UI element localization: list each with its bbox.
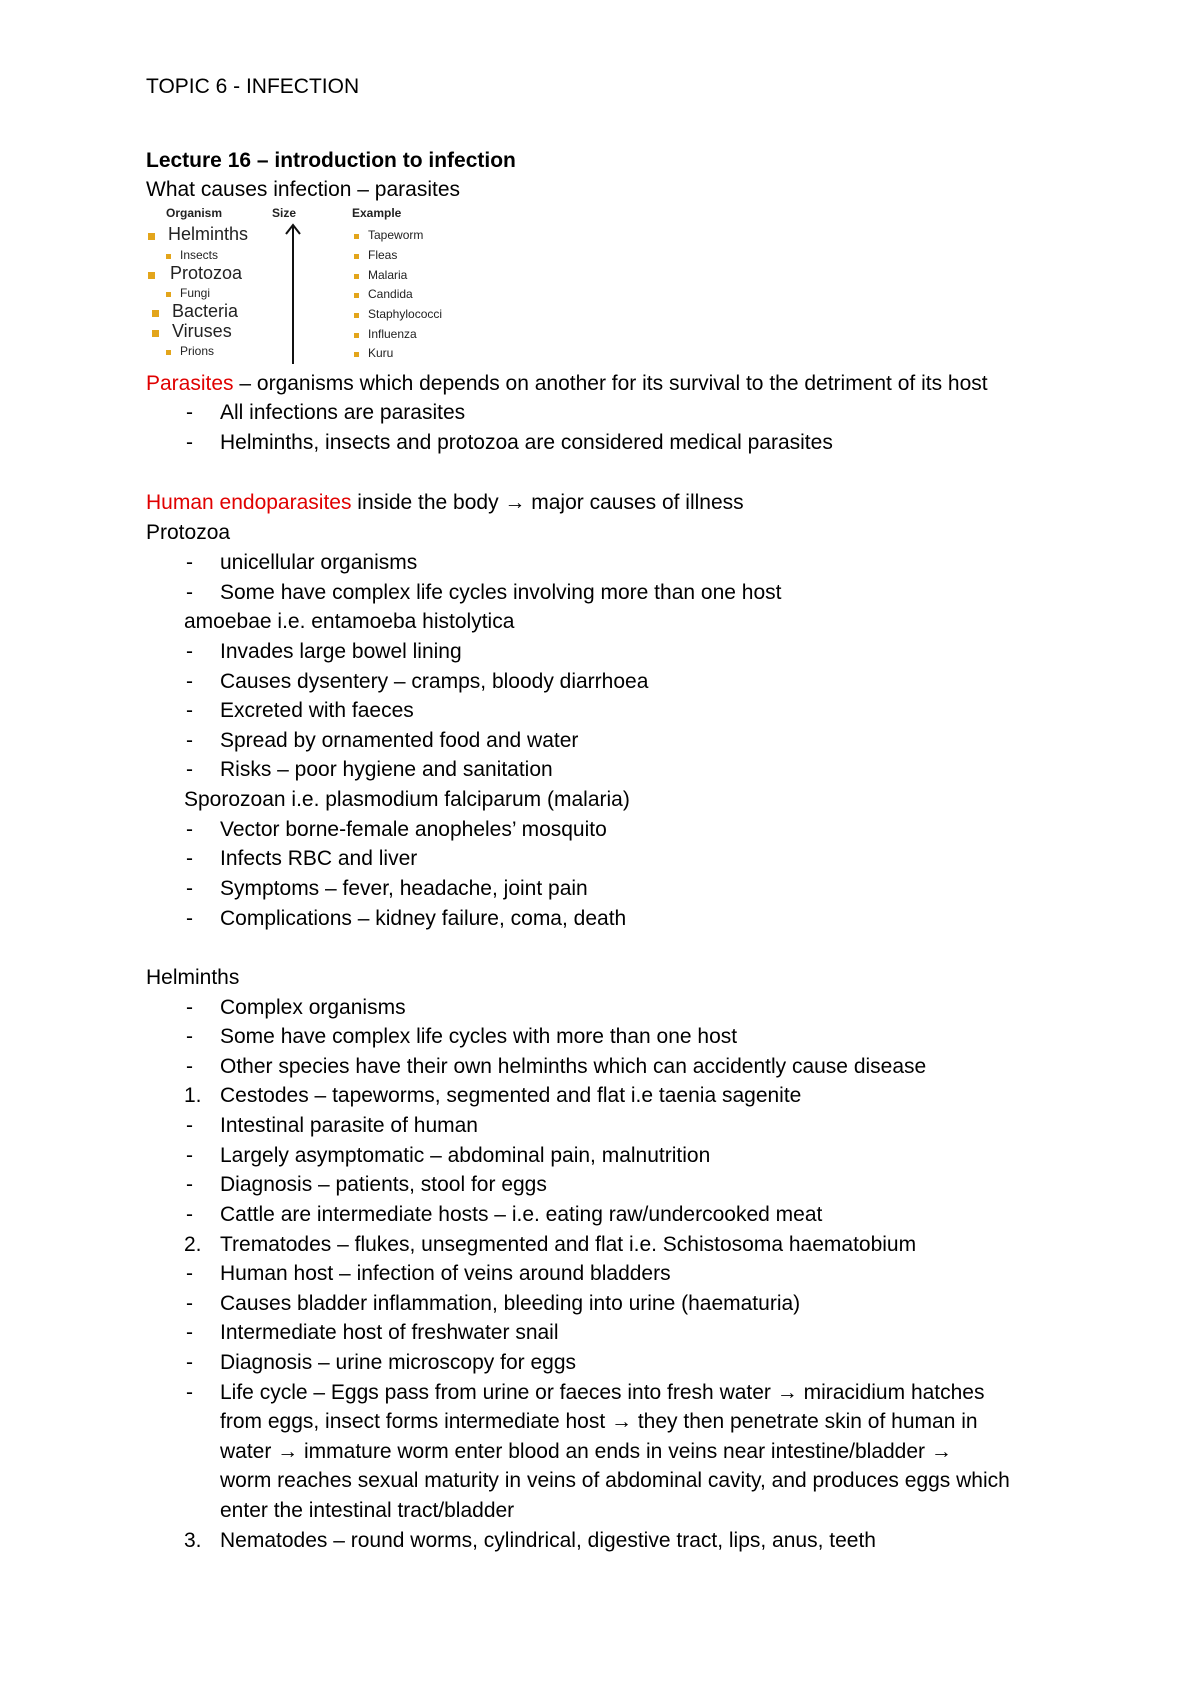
list-number: 1. [184, 1084, 202, 1107]
dash: - [186, 1321, 193, 1344]
dash: - [186, 670, 193, 693]
dash: - [186, 1203, 193, 1226]
bullet-square [354, 274, 359, 279]
endoparasites-rest: inside the body → major causes of illness [351, 491, 744, 514]
bullet-square [166, 292, 171, 297]
trematode-point: Human host – infection of veins around bladders [220, 1262, 671, 1285]
trematode-point: Intermediate host of freshwater snail [220, 1321, 559, 1344]
example-item: Malaria [368, 268, 408, 282]
amoebae-point: Invades large bowel lining [220, 640, 462, 663]
amoebae-point: Spread by ornamented food and water [220, 729, 579, 752]
trematodes-heading: Trematodes – flukes, unsegmented and flat i.e. Schistosoma haematobium [220, 1233, 917, 1256]
figure-header-organism: Organism [166, 206, 223, 220]
dash: - [186, 907, 193, 930]
endoparasites-term: Human endoparasites [146, 491, 352, 514]
dash: - [186, 640, 193, 663]
topic-title: TOPIC 6 - INFECTION [146, 75, 360, 98]
helminth-point: Some have complex life cycles with more than one host [220, 1025, 738, 1048]
list-number: 2. [184, 1233, 202, 1256]
dash: - [186, 818, 193, 841]
parasites-definition [146, 369, 988, 399]
parasites-term: Parasites [146, 372, 234, 395]
endoparasites-line [146, 488, 744, 518]
example-item: Tapeworm [368, 228, 424, 242]
parasites-def: – organisms which depends on another for its survival to the detriment of its host [233, 372, 988, 395]
dash: - [186, 1025, 193, 1048]
organism-item: Protozoa [170, 263, 243, 283]
organism-size-figure [146, 204, 466, 364]
cestode-point: Cattle are intermediate hosts – i.e. eating raw/undercooked meat [220, 1203, 823, 1226]
dash: - [186, 581, 193, 604]
bullet-square [148, 233, 155, 240]
organism-item: Fungi [180, 286, 211, 300]
example-item: Influenza [368, 327, 417, 341]
helminth-point: Complex organisms [220, 996, 406, 1019]
organism-item: Viruses [172, 321, 232, 341]
example-item: Fleas [368, 248, 398, 262]
list-number: 3. [184, 1529, 202, 1552]
lifecycle-line: water → immature worm enter blood an ends in veins near intestine/bladder → [220, 1440, 952, 1463]
bullet-square [148, 272, 155, 279]
dash: - [186, 1292, 193, 1315]
cestodes-heading: Cestodes – tapeworms, segmented and flat i.e taenia sagenite [220, 1084, 802, 1107]
dash: - [186, 1055, 193, 1078]
example-item: Staphylococci [368, 307, 443, 321]
dash: - [186, 551, 193, 574]
dash: - [186, 1114, 193, 1137]
dash: - [186, 1262, 193, 1285]
lecture-heading: Lecture 16 – introduction to infection [146, 149, 516, 172]
protozoa-point: unicellular organisms [220, 551, 418, 574]
parasite-point: All infections are parasites [220, 401, 466, 424]
cestode-point: Largely asymptomatic – abdominal pain, malnutrition [220, 1144, 711, 1167]
sporozoan-point: Infects RBC and liver [220, 847, 418, 870]
lifecycle-line: Life cycle – Eggs pass from urine or faeces into fresh water → miracidium hatches [220, 1381, 985, 1404]
bullet-square [354, 254, 359, 259]
organism-item: Helminths [168, 224, 249, 244]
dash: - [186, 431, 193, 454]
amoebae-heading: amoebae i.e. entamoeba histolytica [184, 610, 515, 633]
parasite-point: Helminths, insects and protozoa are considered medical parasites [220, 431, 833, 454]
amoebae-point: Causes dysentery – cramps, bloody diarrhoea [220, 670, 649, 693]
dash: - [186, 699, 193, 722]
bullet-square [166, 254, 171, 259]
bullet-square [354, 333, 359, 338]
helminths-heading: Helminths [146, 966, 240, 989]
bullet-square [152, 310, 159, 317]
lifecycle-line: from eggs, insect forms intermediate host → they then penetrate skin of human in [220, 1410, 978, 1433]
bullet-square [152, 330, 159, 337]
dash: - [186, 996, 193, 1019]
dash: - [186, 1351, 193, 1374]
dash: - [186, 1144, 193, 1167]
dash: - [186, 1173, 193, 1196]
amoebae-point: Risks – poor hygiene and sanitation [220, 758, 553, 781]
organism-item: Insects [180, 248, 219, 262]
sporozoan-point: Vector borne-female anopheles’ mosquito [220, 818, 607, 841]
dash: - [186, 1381, 193, 1404]
protozoa-point: Some have complex life cycles involving more than one host [220, 581, 782, 604]
organism-item: Prions [180, 344, 215, 358]
example-item: Candida [368, 287, 413, 301]
bullet-square [354, 234, 359, 239]
dash: - [186, 847, 193, 870]
dash: - [186, 758, 193, 781]
bullet-square [354, 352, 359, 357]
bullet-square [354, 313, 359, 318]
bullet-square [166, 350, 171, 355]
lifecycle-line: worm reaches sexual maturity in veins of abdominal cavity, and produces eggs which [220, 1469, 1010, 1492]
what-causes-line: What causes infection – parasites [146, 178, 460, 201]
cestode-point: Intestinal parasite of human [220, 1114, 478, 1137]
dash: - [186, 729, 193, 752]
helminth-point: Other species have their own helminths which can accidently cause disease [220, 1055, 927, 1078]
cestode-point: Diagnosis – patients, stool for eggs [220, 1173, 547, 1196]
figure-header-example: Example [352, 206, 402, 220]
bullet-square [354, 293, 359, 298]
example-item: Kuru [368, 346, 394, 360]
sporozoan-heading: Sporozoan i.e. plasmodium falciparum (malaria) [184, 788, 630, 811]
protozoa-heading: Protozoa [146, 521, 231, 544]
organism-item: Bacteria [172, 301, 239, 321]
figure-header-size: Size [272, 206, 297, 220]
dash: - [186, 401, 193, 424]
lifecycle-line: enter the intestinal tract/bladder [220, 1499, 515, 1522]
nematodes-heading: Nematodes – round worms, cylindrical, digestive tract, lips, anus, teeth [220, 1529, 876, 1552]
dash: - [186, 877, 193, 900]
amoebae-point: Excreted with faeces [220, 699, 414, 722]
trematode-point: Diagnosis – urine microscopy for eggs [220, 1351, 576, 1374]
sporozoan-point: Complications – kidney failure, coma, death [220, 907, 627, 930]
sporozoan-point: Symptoms – fever, headache, joint pain [220, 877, 588, 900]
trematode-point: Causes bladder inflammation, bleeding into urine (haematuria) [220, 1292, 801, 1315]
size-arrow-icon [283, 222, 303, 366]
